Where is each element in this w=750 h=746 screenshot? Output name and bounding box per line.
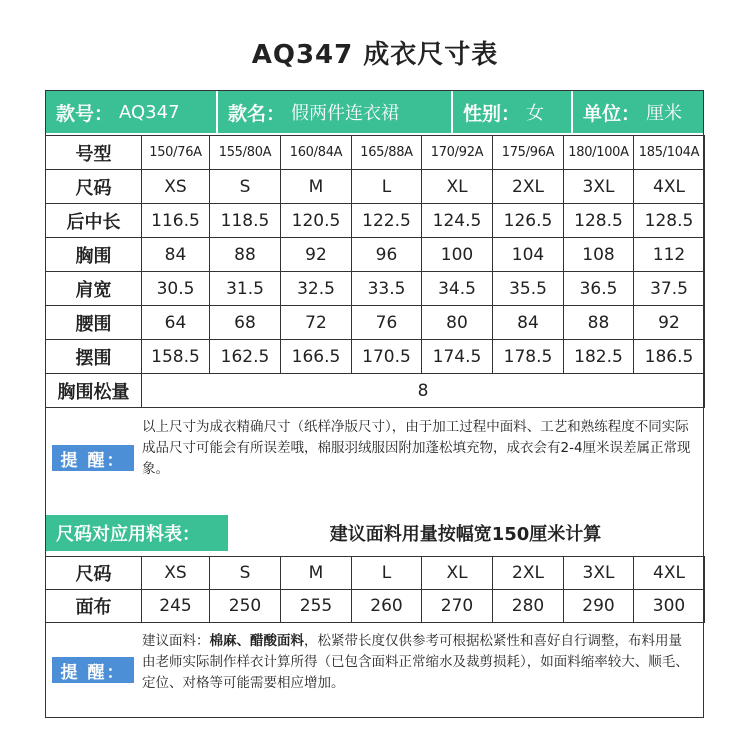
table-cell: 80 — [422, 306, 493, 340]
table-cell: 178.5 — [493, 340, 564, 374]
row-label: 胸围 — [46, 238, 142, 272]
table-cell: 92 — [281, 238, 352, 272]
style-name-cell — [218, 91, 453, 133]
table-cell: XL — [422, 170, 493, 204]
table-cell: 84 — [142, 238, 210, 272]
table-cell: 175/96A — [493, 136, 564, 170]
fabric-suggest-text: ，松紧带长度仅供参考可根据松紧性和喜好自行调整，布料用量由老师实际制作样衣计算所得（已包含面料正常缩水及裁剪损耗），如面料缩率较大、顺毛、定位、对格等可能需要相应增加。 — [142, 633, 689, 691]
fabric-suggest-prefix: 建议面料： — [142, 633, 210, 649]
table-cell: 120.5 — [281, 204, 352, 238]
table-cell: M — [281, 170, 352, 204]
reminder-text — [142, 631, 695, 694]
row-label: 腰围 — [46, 306, 142, 340]
table-cell: 88 — [564, 306, 634, 340]
reminder-text: 以上尺寸为成衣精确尺寸（纸样净版尺寸），由于加工过程中面料、工艺和熟练程度不同实际成品尺寸可能会有所误差哦，棉服羽绒服因附加蓬松填充物，成衣会有2-4厘米误差属正常现象。 — [142, 419, 691, 477]
row-label: 摆围 — [46, 340, 142, 374]
fabric-amount-row — [46, 590, 705, 623]
table-cell: 108 — [564, 238, 634, 272]
style-no-label: 款号： — [56, 102, 114, 125]
header-bar — [46, 91, 703, 133]
table-cell: 104 — [493, 238, 564, 272]
table-cell: 2XL — [493, 170, 564, 204]
fabric-table-badge: 尺码对应用料表： — [46, 515, 228, 551]
table-cell: 150/76A — [142, 136, 210, 170]
table-cell: 88 — [210, 238, 281, 272]
fabric-size-row — [46, 557, 705, 590]
row-label: 面布 — [46, 590, 142, 623]
table-cell: 155/80A — [210, 136, 281, 170]
table-cell: XS — [142, 170, 210, 204]
table-cell: 126.5 — [493, 204, 564, 238]
size-table-row — [46, 238, 705, 272]
size-table — [45, 135, 705, 408]
row-label: 尺码 — [46, 557, 142, 590]
reminder-badge: 提 醒： — [52, 445, 134, 471]
table-cell: L — [352, 557, 422, 590]
gender-label: 性别： — [463, 102, 521, 125]
size-table-row — [46, 204, 705, 238]
table-cell: 165/88A — [352, 136, 422, 170]
table-cell: XL — [422, 557, 493, 590]
table-cell: 162.5 — [210, 340, 281, 374]
table-cell: 112 — [634, 238, 705, 272]
fabric-section-header — [46, 515, 703, 551]
unit-cell — [573, 91, 703, 133]
table-cell: 185/104A — [634, 136, 705, 170]
table-cell: 245 — [142, 590, 210, 623]
fabric-table-title: 建议面料用量按幅宽150厘米计算 — [329, 524, 602, 545]
size-table-row — [46, 306, 705, 340]
table-cell: 300 — [634, 590, 705, 623]
size-table-row — [46, 170, 705, 204]
style-no-value: AQ347 — [119, 101, 180, 123]
table-cell: 4XL — [634, 170, 705, 204]
size-table-row — [46, 272, 705, 306]
row-label: 号型 — [46, 136, 142, 170]
size-table-row — [46, 136, 705, 170]
table-cell: 116.5 — [142, 204, 210, 238]
table-cell: 270 — [422, 590, 493, 623]
table-cell: 2XL — [493, 557, 564, 590]
fabric-table — [45, 556, 705, 623]
row-label: 尺码 — [46, 170, 142, 204]
table-cell: 118.5 — [210, 204, 281, 238]
table-cell: 76 — [352, 306, 422, 340]
table-cell: 30.5 — [142, 272, 210, 306]
table-cell: L — [352, 170, 422, 204]
row-label: 后中长 — [46, 204, 142, 238]
table-cell: M — [281, 557, 352, 590]
table-cell: 160/84A — [281, 136, 352, 170]
ease-row — [46, 374, 705, 408]
table-cell: 180/100A — [564, 136, 634, 170]
table-cell: 3XL — [564, 170, 634, 204]
reminder-note-1 — [46, 411, 703, 505]
table-cell: 128.5 — [564, 204, 634, 238]
table-cell: 3XL — [564, 557, 634, 590]
table-cell: 166.5 — [281, 340, 352, 374]
style-name-value: 假两件连衣裙 — [291, 103, 400, 124]
table-cell: 32.5 — [281, 272, 352, 306]
table-cell: 96 — [352, 238, 422, 272]
table-cell: 68 — [210, 306, 281, 340]
table-cell: 100 — [422, 238, 493, 272]
style-name-label: 款名： — [228, 102, 286, 125]
table-cell: 280 — [493, 590, 564, 623]
table-cell: 128.5 — [634, 204, 705, 238]
size-table-row — [46, 340, 705, 374]
unit-value: 厘米 — [646, 103, 683, 124]
table-cell: 92 — [634, 306, 705, 340]
table-cell: 290 — [564, 590, 634, 623]
table-cell: 4XL — [634, 557, 705, 590]
size-chart-frame — [45, 90, 704, 718]
table-cell: 37.5 — [634, 272, 705, 306]
fabric-suggest-types: 棉麻、醋酸面料 — [209, 633, 304, 649]
gender-cell — [453, 91, 573, 133]
table-cell: 122.5 — [352, 204, 422, 238]
reminder-note-2 — [46, 625, 703, 715]
table-cell: 174.5 — [422, 340, 493, 374]
table-cell: 124.5 — [422, 204, 493, 238]
table-cell: 34.5 — [422, 272, 493, 306]
table-cell: 35.5 — [493, 272, 564, 306]
unit-label: 单位： — [583, 102, 641, 125]
table-cell: 84 — [493, 306, 564, 340]
table-cell: 31.5 — [210, 272, 281, 306]
gender-value: 女 — [526, 103, 545, 124]
table-cell: 250 — [210, 590, 281, 623]
row-label: 肩宽 — [46, 272, 142, 306]
table-cell: 170/92A — [422, 136, 493, 170]
table-cell: S — [210, 170, 281, 204]
table-cell: 64 — [142, 306, 210, 340]
reminder-badge: 提 醒： — [52, 657, 134, 683]
table-cell: 158.5 — [142, 340, 210, 374]
table-cell: 255 — [281, 590, 352, 623]
ease-value: 8 — [142, 374, 705, 408]
table-cell: 182.5 — [564, 340, 634, 374]
style-no-cell — [46, 91, 218, 133]
table-cell: 170.5 — [352, 340, 422, 374]
table-cell: 33.5 — [352, 272, 422, 306]
table-cell: 260 — [352, 590, 422, 623]
row-label: 胸围松量 — [46, 374, 142, 408]
table-cell: 72 — [281, 306, 352, 340]
table-cell: XS — [142, 557, 210, 590]
table-cell: 36.5 — [564, 272, 634, 306]
table-cell: S — [210, 557, 281, 590]
table-cell: 186.5 — [634, 340, 705, 374]
page-title: AQ347 成衣尺寸表 — [251, 40, 499, 70]
